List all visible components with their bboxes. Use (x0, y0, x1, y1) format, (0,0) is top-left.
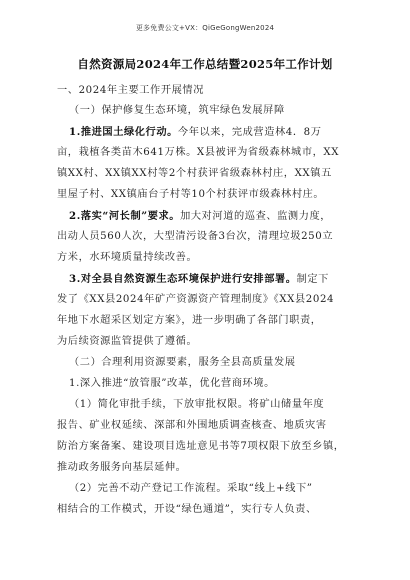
paragraph-1-line-2: 亩，栽植各类苗木641万株。X县被评为省级森林城市，XX (57, 147, 340, 158)
paragraph-3-line-2: 发了《XX县2024年矿产资源资产管理制度》《XX县2024 (57, 294, 335, 305)
paragraph-4-line-4: 推动政务服务向基层延伸。 (57, 462, 187, 473)
paragraph-5-line-2: 相结合的工作模式，开设“绿色通道”，实行专人负责、 (57, 504, 317, 515)
paragraph-1-line-1 (69, 125, 322, 140)
paragraph-2-text: 加大对河道的巡查、监测力度， (180, 211, 332, 222)
paragraph-3-line-1 (69, 272, 329, 287)
document-title: 自然资源局2024年工作总结暨2025年工作计划 (77, 57, 333, 71)
paragraph-3-line-4: 为后续资源监管提供了遵循。 (57, 336, 198, 347)
paragraph-2-line-2: 出动人员560人次，大型清污设备3台次，清理垃圾250立 (57, 231, 334, 242)
paragraph-1-lead: 1.推进国土绿化行动。 (69, 126, 178, 138)
paragraph-3-lead: 3.对全县自然资源生态环境保护进行安排部署。 (69, 273, 297, 285)
paragraph-1-line-3: 镇XX村、XX镇XX村等2个村获评省级森林村庄，XX镇五 (57, 168, 332, 179)
paragraph-2-lead: 2.落实“河长制”要求。 (69, 210, 181, 222)
paragraph-2-line-3: 方米，水环境质量持续改善。 (57, 252, 198, 263)
subsection-2-item-1: 1.深入推进“放管服”改革，优化营商环境。 (69, 378, 275, 389)
paragraph-1-line-4: 里屋子村、XX镇庙台子村等10个村获评市级森林村庄。 (57, 189, 325, 200)
paragraph-2-line-1 (69, 209, 331, 224)
paragraph-3-line-3: 年地下水超采区划定方案》，进一步明确了各部门职责， (57, 315, 322, 326)
paragraph-4-line-2: 报告、矿业权延续、深部和外围地质调查核查、地质灾害 (57, 420, 327, 431)
paragraph-5-line-1: （2）完善不动产登记工作流程。采取“线上+线下” (69, 483, 313, 494)
paragraph-1-text: 今年以来，完成营造林4．8万 (177, 127, 322, 138)
section-heading-1: 一、2024年主要工作开展情况 (57, 85, 204, 96)
watermark-text: 更多免费公文+VX：QiGeGongWen2024 (135, 24, 275, 32)
paragraph-4-line-1: （1）简化审批手续，下放审批权限。将矿山储量年度 (69, 399, 325, 410)
subsection-heading-1: （一）保护修复生态环境，筑牢绿色发展屏障 (69, 105, 285, 116)
paragraph-4-line-3: 防治方案备案、建设项目选址意见书等7项权限下放至乡镇， (57, 441, 345, 452)
paragraph-3-text: 制定下 (296, 274, 329, 285)
subsection-heading-2: （二）合理利用资源要素，服务全县高质量发展 (69, 357, 296, 368)
